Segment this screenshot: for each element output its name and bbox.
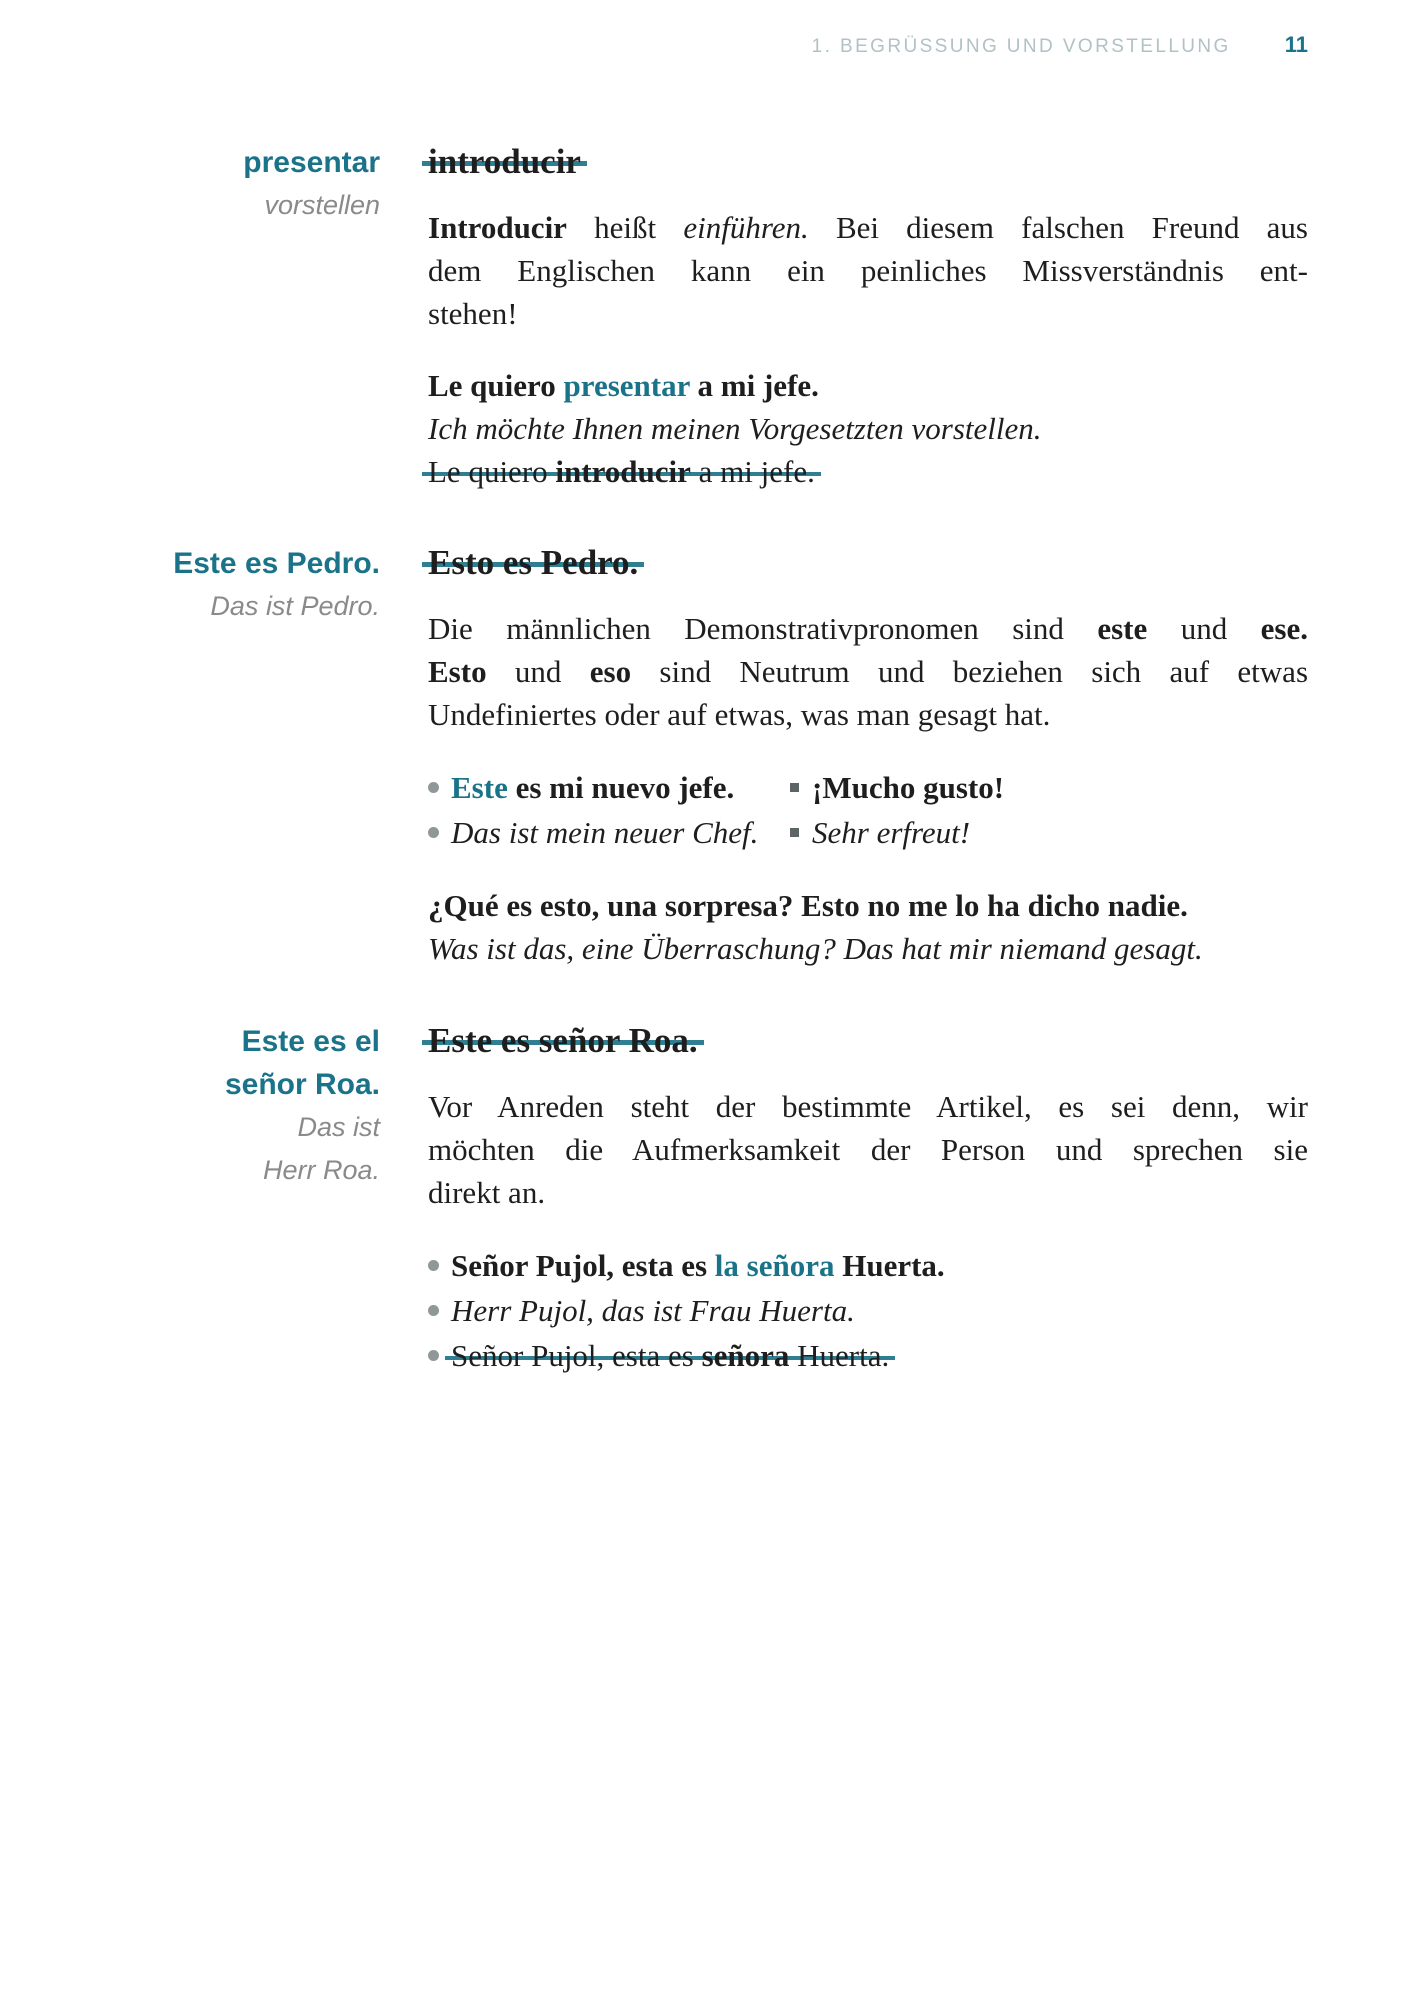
text-segment: dem Englischen kann ein peinliches Missverständnis ent- — [428, 253, 1308, 288]
text-segment: stehen! — [428, 296, 518, 331]
example-line — [428, 407, 1308, 450]
explanation-paragraph — [428, 607, 1308, 736]
text-segment: Este es señor Roa. — [428, 1021, 698, 1060]
text-segment: Das ist mein neuer Chef. — [451, 815, 759, 850]
bullet-item — [790, 765, 1308, 810]
example-line — [428, 927, 1308, 970]
margin-column — [0, 141, 380, 493]
sidebar-translation: Das ist — [297, 1112, 380, 1142]
lesson-section — [0, 542, 1308, 970]
paragraph-line — [428, 1171, 1308, 1214]
square-bullet-icon — [790, 828, 799, 837]
paragraph-line — [428, 292, 1308, 335]
paragraph-line — [428, 1128, 1308, 1171]
explanation-paragraph — [428, 206, 1308, 335]
round-bullet-icon — [428, 782, 439, 793]
example-line — [428, 364, 1308, 407]
text-segment: es mi nuevo jefe. — [507, 770, 735, 805]
chapter-title: 1. BEGRÜSSUNG UND VORSTELLUNG — [811, 36, 1231, 57]
text-segment: Señor Pujol, esta es — [451, 1248, 715, 1283]
text-segment: direkt an. — [428, 1175, 546, 1210]
strikethrough-text — [445, 1338, 895, 1373]
sidebar-term: Este es Pedro. — [173, 547, 380, 580]
paragraph-line — [428, 693, 1308, 736]
margin-column — [0, 542, 380, 970]
content-column — [428, 1020, 1308, 1378]
example-line — [428, 884, 1308, 927]
example-group — [428, 884, 1308, 970]
text-segment: einführen. — [683, 210, 809, 245]
struck-heading — [428, 141, 1308, 183]
square-bullet-icon — [790, 783, 799, 792]
text-segment: Esto — [428, 654, 487, 689]
sidebar-term: señor Roa. — [224, 1068, 380, 1101]
paragraph-line — [428, 206, 1308, 249]
margin-column — [0, 1020, 380, 1378]
bullet-item — [428, 810, 790, 855]
text-segment: este — [1097, 611, 1148, 646]
text-segment: Introducir — [428, 210, 567, 245]
round-bullet-icon — [428, 1260, 439, 1271]
text-segment: Sehr erfreut! — [812, 815, 971, 850]
text-segment: Ich möchte Ihnen meinen Vorgesetzten vorstellen. — [428, 411, 1042, 446]
round-bullet-icon — [428, 1305, 439, 1316]
bullet-item — [428, 1243, 1308, 1288]
text-segment: introducir — [555, 454, 691, 489]
content-column — [428, 141, 1308, 493]
text-segment: ese. — [1260, 611, 1308, 646]
text-segment: a mi jefe. — [689, 368, 819, 403]
text-segment: Este — [451, 770, 508, 805]
sidebar-term: Este es el — [241, 1025, 380, 1058]
text-segment: introducir — [428, 142, 581, 181]
sidebar-translation: Herr Roa. — [262, 1155, 380, 1185]
bullet-item — [428, 1288, 1308, 1333]
sidebar-translation: vorstellen — [264, 190, 380, 220]
text-segment: la señora — [714, 1248, 835, 1283]
lesson-section — [0, 1020, 1308, 1378]
text-segment: Was ist das, eine Überraschung? Das hat mir niemand gesagt. — [428, 931, 1203, 966]
round-bullet-icon — [428, 1350, 439, 1361]
text-segment: Bei diesem falschen Freund aus — [808, 210, 1308, 245]
text-segment: möchten die Aufmerksamkeit der Person und sprechen sie — [428, 1132, 1308, 1167]
text-segment: Esto es Pedro. — [428, 543, 639, 582]
text-segment: Señor Pujol, esta es — [451, 1338, 702, 1373]
text-segment: und — [486, 654, 590, 689]
text-segment: señora — [701, 1338, 790, 1373]
bullet-list — [428, 1243, 1308, 1378]
bullet-item — [428, 1333, 1308, 1378]
sidebar-term: presentar — [243, 146, 380, 179]
content-column — [428, 542, 1308, 970]
bullet-row — [428, 810, 1308, 855]
struck-heading — [428, 542, 1308, 584]
bullet-item — [790, 810, 1308, 855]
text-segment: Huerta. — [789, 1338, 890, 1373]
explanation-paragraph — [428, 1085, 1308, 1214]
sidebar-translation: Das ist Pedro. — [210, 591, 380, 621]
text-segment: Huerta. — [834, 1248, 945, 1283]
strikethrough-text — [422, 1021, 704, 1060]
page-number: 11 — [1284, 32, 1308, 57]
paragraph-line — [428, 249, 1308, 292]
text-segment: Herr Pujol, das ist Frau Huerta. — [451, 1293, 855, 1328]
lesson-section — [0, 141, 1308, 493]
text-segment: Vor Anreden steht der bestimmte Artikel, es sei denn, wir — [428, 1089, 1308, 1124]
text-segment: Undefiniertes oder auf etwas, was man gesagt hat. — [428, 697, 1051, 732]
text-segment: eso — [589, 654, 632, 689]
text-segment: Die männlichen Demonstrativpronomen sind — [428, 611, 1098, 646]
text-segment: sind Neutrum und beziehen sich auf etwas — [631, 654, 1309, 689]
struck-heading — [428, 1020, 1308, 1062]
text-segment: Le quiero — [428, 368, 564, 403]
text-segment: a mi jefe. — [690, 454, 815, 489]
text-segment: ¡Mucho gusto! — [812, 770, 1005, 805]
paragraph-line — [428, 1085, 1308, 1128]
text-segment: ¿Qué es esto, una sorpresa? Esto no me lo ha dicho nadie. — [428, 888, 1188, 923]
round-bullet-icon — [428, 827, 439, 838]
text-segment: presentar — [563, 368, 690, 403]
text-segment: heißt — [566, 210, 684, 245]
strikethrough-text — [422, 454, 821, 489]
bullet-list — [428, 765, 1308, 855]
paragraph-line — [428, 607, 1308, 650]
bullet-item — [428, 765, 790, 810]
bullet-row — [428, 765, 1308, 810]
text-segment: Le quiero — [428, 454, 556, 489]
text-segment: und — [1147, 611, 1261, 646]
strikethrough-text — [422, 142, 587, 181]
strikethrough-text — [422, 543, 644, 582]
paragraph-line — [428, 650, 1308, 693]
example-group — [428, 364, 1308, 493]
running-header — [812, 32, 1308, 58]
example-line — [428, 450, 1308, 493]
